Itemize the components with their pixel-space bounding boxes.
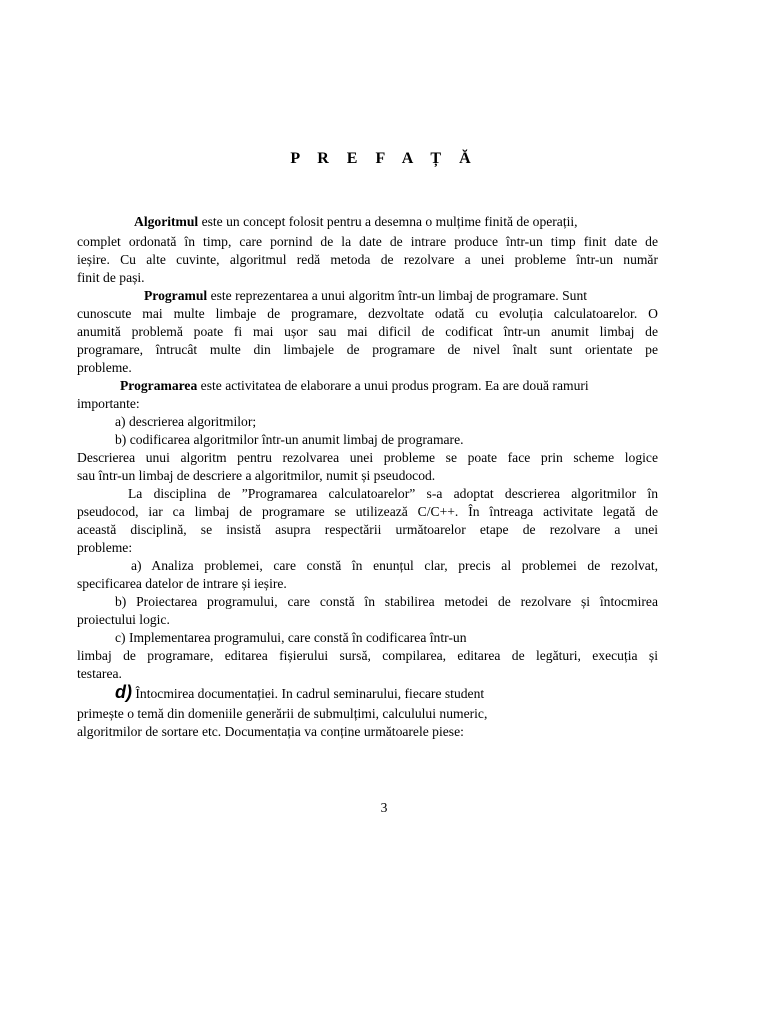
step-c-line-2: limbaj de programare, editarea fișierului sursă, compilarea, editarea de legături, execuția și [77,648,658,663]
p5-line-4: probleme: [77,540,133,555]
p2-line-3: anumită problemă poate fi mai ușor sau mai dificil de codificat într-un anumit limbaj de [77,324,658,339]
list-item-a: a) descrierea algoritmilor; [115,414,257,429]
step-c-line-3: testarea. [77,666,122,681]
p3-line-1: Programarea este activitatea de elaborare a unui produs program. Ea are două ramuri [120,378,589,393]
p1-line-2: complet ordonată în timp, care pornind de la date de intrare produce într-un timp finit date de [77,234,658,249]
page-title: P R E F A Ț Ă [290,150,478,167]
p1-line-1: Algoritmul este un concept folosit pentru a desemna o mulțime finită de operații, [134,214,578,229]
step-d-line-3: algoritmilor de sortare etc. Documentația va conține următoarele piese: [77,724,464,739]
step-d-marker: d) [115,682,132,702]
list-item-b: b) codificarea algoritmilor într-un anumit limbaj de programare. [115,432,464,447]
term-programarea: Programarea [120,378,198,393]
p2-line-2: cunoscute mai multe limbaje de programare, dezvoltate odată cu evoluția calculatoarelor. O [77,306,658,321]
step-a-line-1: a) Analiza problemei, care constă în enunțul clar, precis al problemei de rezolvat, [131,558,658,573]
step-c-line-1: c) Implementarea programului, care constă în codificarea într-un [115,630,467,645]
step-d-line-1: d) Întocmirea documentației. In cadrul seminarului, fiecare student [115,682,485,702]
step-a-line-2: specificarea datelor de intrare și ieșire. [77,576,287,591]
term-programul: Programul [144,288,208,303]
p4-line-1: Descrierea unui algoritm pentru rezolvarea unei probleme se poate face prin scheme logice [77,450,658,465]
p3-line-2: importante: [77,396,140,411]
p4-line-2: sau într-un limbaj de descriere a algoritmilor, numit și pseudocod. [77,468,436,483]
p1-line-3: ieșire. Cu alte cuvinte, algoritmul redă metoda de rezolvare a unei probleme într-un număr [77,252,658,267]
p2-line-1: Programul este reprezentarea a unui algoritm într-un limbaj de programare. Sunt [144,288,588,303]
step-d-line-2: primește o temă din domeniile generării de submulțimi, calculului numeric, [77,706,488,721]
step-b-line-2: proiectului logic. [77,612,170,627]
p2-line-5: probleme. [77,360,132,375]
term-algoritmul: Algoritmul [134,214,199,229]
page-number: 3 [380,800,388,815]
p5-line-3: această disciplină, se insistă asupra respectării următoarelor etape de rezolvare a unei [77,522,658,537]
p1-line-4: finit de pași. [77,270,145,285]
p2-line-4: programare, întrucât multe din limbajele de programare de nivel înalt sunt orientate pe [77,342,658,357]
step-b-line-1: b) Proiectarea programului, care constă în stabilirea metodei de rezolvare și întocmirea [115,594,658,609]
p5-line-2: pseudocod, iar ca limbaj de programare se utilizează C/C++. În întreaga activitate legată de [77,504,658,519]
p5-line-1: La disciplina de ”Programarea calculatoarelor” s-a adoptat descrierea algoritmilor în [128,486,658,501]
